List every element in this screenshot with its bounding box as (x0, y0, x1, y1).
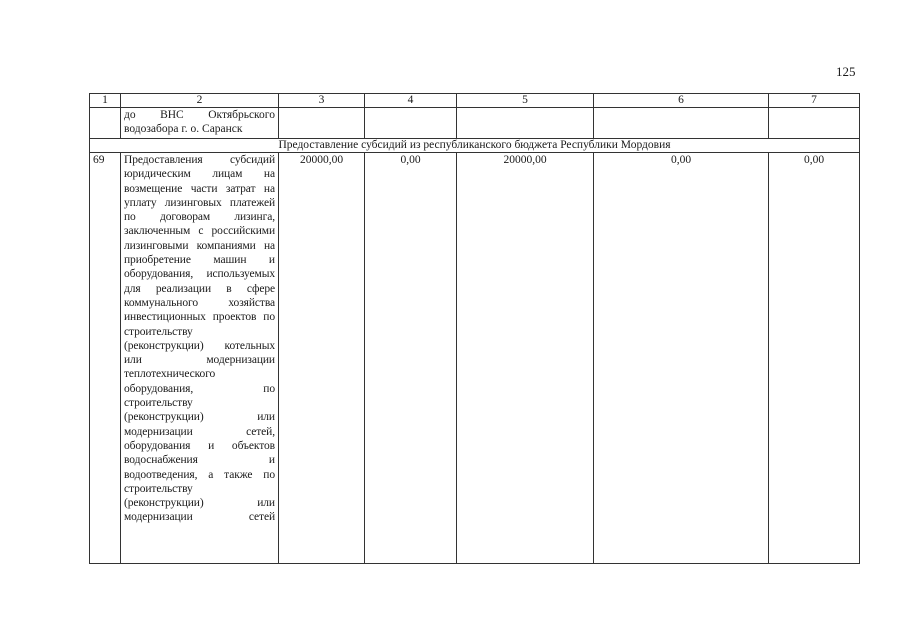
header-cell-4: 4 (365, 94, 457, 108)
row-number-cell: 69 (90, 153, 121, 564)
value-cell-3 (279, 108, 365, 139)
header-cell-5: 5 (457, 94, 594, 108)
value-cell-4: 0,00 (365, 153, 457, 564)
header-cell-2: 2 (121, 94, 279, 108)
value-cell-5 (457, 108, 594, 139)
row-name-cell: Предоставления субсидий юридическим лицам на возмещение части затрат на уплату лизинговых платежей по договорам лизинга, заключенным с российскими лизинговыми компаниями на приобретение машин и оборудования, используемых для реализации в сфере коммунального хозяйства инвестиционных проектов по строительству (реконструкции) котельных или модернизации теплотехнического оборудования, по строительству (реконструкции) или модернизации сетей, оборудования и объектов водоснабжения и водоотведения, а также по строительству (реконструкции) или модернизации сетей (121, 153, 279, 564)
value-cell-6 (594, 108, 769, 139)
value-cell-5: 20000,00 (457, 153, 594, 564)
header-row (90, 94, 860, 108)
budget-table (89, 93, 860, 564)
value-cell-4 (365, 108, 457, 139)
value-cell-6: 0,00 (594, 153, 769, 564)
row-name-text: до ВНС Октябрьского водозабора г. о. Саранск (124, 109, 275, 136)
row-number-cell (90, 108, 121, 139)
table-row (90, 153, 860, 564)
section-row (90, 139, 860, 153)
row-name-cell (121, 108, 279, 139)
table-row (90, 108, 860, 139)
value-cell-3: 20000,00 (279, 153, 365, 564)
header-cell-3: 3 (279, 94, 365, 108)
section-title: Предоставление субсидий из республиканского бюджета Республики Мордовия (90, 139, 860, 153)
page-number: 125 (836, 64, 856, 79)
header-cell-6: 6 (594, 94, 769, 108)
value-cell-7 (769, 108, 860, 139)
header-cell-7: 7 (769, 94, 860, 108)
header-cell-1: 1 (90, 94, 121, 108)
value-cell-7: 0,00 (769, 153, 860, 564)
